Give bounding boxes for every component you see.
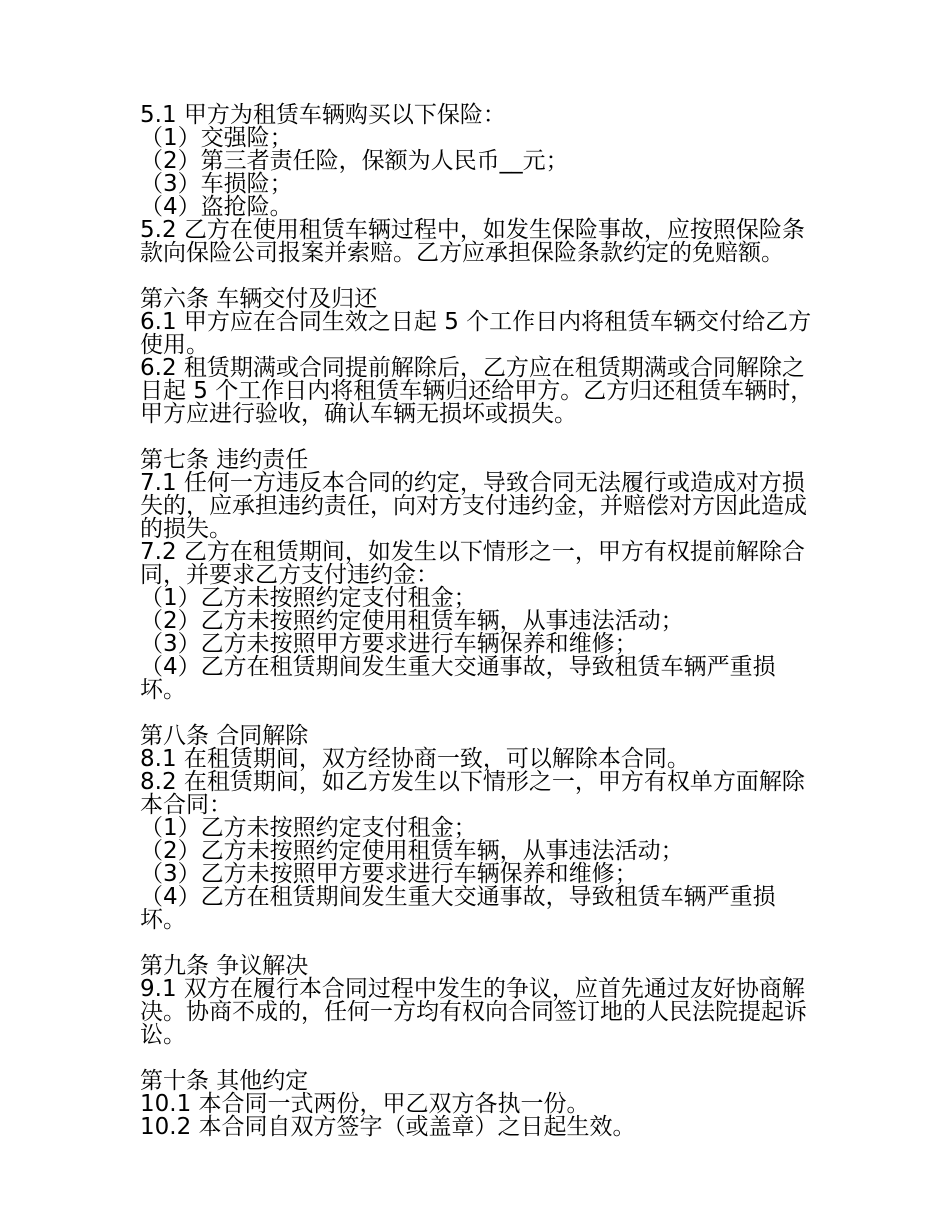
section-9-heading: 第九条 争议解决 [140,953,309,979]
clause-7-2-item-2: （2）乙方未按照约定使用租赁车辆，从事违法活动； [140,608,684,634]
clause-5-1: 5.1 甲方为租赁车辆购买以下保险： [140,102,506,128]
clause-8-2: 8.2 在租赁期间，如乙方发生以下情形之一，甲方有权单方面解除本合同： [140,769,805,818]
clause-5-2: 5.2 乙方在使用租赁车辆过程中，如发生保险事故，应按照保险条款向保险公司报案并索赔。乙方应承担保险条款约定的免赔额。 [140,217,805,266]
section-10-other [140,1070,820,1139]
clause-8-2-item-3: （3）乙方未按照甲方要求进行车辆保养和维修； [140,861,638,887]
clause-9-1: 9.1 双方在履行本合同过程中发生的争议，应首先通过友好协商解决。协商不成的，任何一方均有权向合同签订地的人民法院提起诉讼。 [140,976,807,1048]
section-7-liability [140,449,820,702]
clause-5-1-item-4: （4）盗抢险。 [140,194,293,220]
clause-7-2-item-1: （1）乙方未按照约定支付租金； [140,585,477,611]
clause-7-1: 7.1 任何一方违反本合同的约定，导致合同无法履行或造成对方损失的，应承担违约责任，向对方支付违约金，并赔偿对方因此造成的损失。 [140,470,807,542]
clause-8-2-item-2: （2）乙方未按照约定使用租赁车辆，从事违法活动； [140,838,684,864]
clause-5-1-item-2: （2）第三者责任险，保额为人民币__元； [140,148,569,174]
clause-8-2-item-4: （4）乙方在租赁期间发生重大交通事故，导致租赁车辆严重损坏。 [140,884,776,933]
clause-10-1: 10.1 本合同一式两份，甲乙双方各执一份。 [140,1091,590,1117]
clause-6-1: 6.1 甲方应在合同生效之日起 5 个工作日内将租赁车辆交付给乙方使用。 [140,309,812,358]
clause-6-2: 6.2 租赁期满或合同提前解除后，乙方应在租赁期满或合同解除之日起 5 个工作日内将租赁车辆归还给甲方。乙方归还租赁车辆时，甲方应进行验收，确认车辆无损坏或损失。 [140,355,814,427]
clause-8-1: 8.1 在租赁期间，双方经协商一致，可以解除本合同。 [140,746,690,772]
section-9-dispute [140,955,820,1047]
clause-7-2: 7.2 乙方在租赁期间，如发生以下情形之一，甲方有权提前解除合同，并要求乙方支付违约金： [140,539,805,588]
section-6-heading: 第六条 车辆交付及归还 [140,286,378,312]
section-7-heading: 第七条 违约责任 [140,447,309,473]
clause-5-1-item-3: （3）车损险； [140,171,293,197]
clause-10-2: 10.2 本合同自双方签字（或盖章）之日起生效。 [140,1114,636,1140]
clause-5-1-item-1: （1）交强险； [140,125,293,151]
clause-7-2-item-4: （4）乙方在租赁期间发生重大交通事故，导致租赁车辆严重损坏。 [140,654,776,703]
section-insurance [140,104,820,265]
section-8-heading: 第八条 合同解除 [140,723,309,749]
section-10-heading: 第十条 其他约定 [140,1068,309,1094]
section-6-delivery-return [140,288,820,426]
section-8-termination [140,725,820,932]
document-page [140,104,820,1162]
clause-8-2-item-1: （1）乙方未按照约定支付租金； [140,815,477,841]
clause-7-2-item-3: （3）乙方未按照甲方要求进行车辆保养和维修； [140,631,638,657]
